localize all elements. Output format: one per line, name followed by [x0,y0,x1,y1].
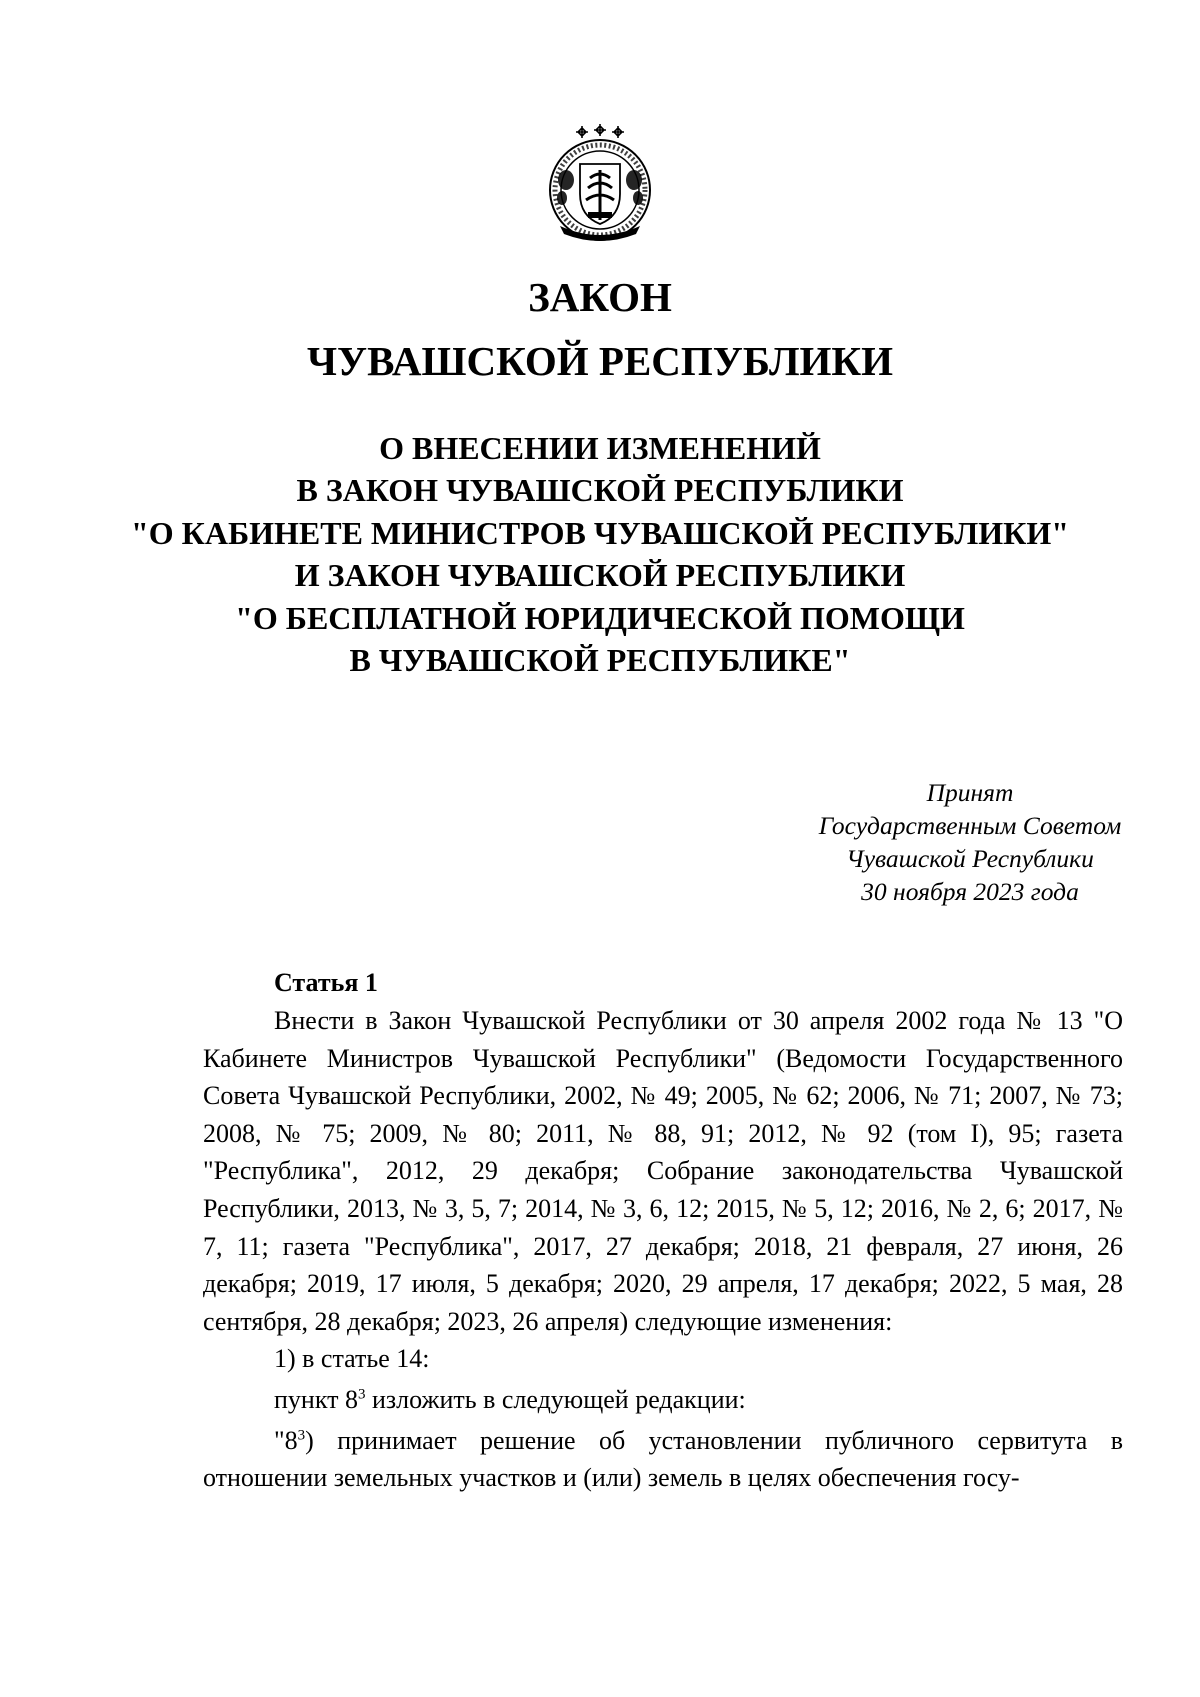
subtitle-line: "О БЕСПЛАТНОЙ ЮРИДИЧЕСКОЙ ПОМОЩИ [235,599,965,636]
adoption-date: 30 ноября 2023 года [861,877,1079,906]
subtitle-line: В ЗАКОН ЧУВАШСКОЙ РЕСПУБЛИКИ [296,472,904,509]
article-heading: Статья 1 [274,968,378,997]
quote-text: ) принимает решение об установлении публичного сервитута в отношении земельных участков и (или) земель в целях обеспечения госу- [203,1425,1123,1493]
document-title-republic: ЧУВАШСКОЙ РЕСПУБЛИКИ [306,338,894,384]
adoption-line: Государственным Советом [818,811,1122,840]
adoption-line: Чувашской Республики [846,844,1094,873]
amendment-item: 1) в статье 14: [274,1344,430,1374]
superscript: 3 [357,1386,366,1403]
subitem-text: изложить в следующей редакции: [365,1384,746,1414]
article-body [203,1002,1123,1497]
subtitle-line: В ЧУВАШСКОЙ РЕСПУБЛИКЕ" [349,642,851,679]
adoption-note [770,776,1170,908]
document-title: ЗАКОН [528,274,672,320]
document-subtitle [0,427,1200,681]
superscript: 3 [297,1426,306,1443]
adoption-line: Принят [926,778,1014,807]
quote-text: "8 [274,1425,298,1455]
coat-of-arms-icon [538,122,662,242]
subitem-text: пункт 8 [274,1384,358,1414]
subtitle-line: "О КАБИНЕТЕ МИНИСТРОВ ЧУВАШСКОЙ РЕСПУБЛИКИ" [130,514,1070,551]
subtitle-line: И ЗАКОН ЧУВАШСКОЙ РЕСПУБЛИКИ [294,557,906,594]
subtitle-line: О ВНЕСЕНИИ ИЗМЕНЕНИЙ [379,430,821,466]
amendment-subitem [203,1381,1123,1419]
quoted-provision [203,1422,1123,1497]
article-intro-paragraph: Внести в Закон Чувашской Республики от 30 апреля 2002 года № 13 "О Кабинете Министров Чувашской Республики" (Ведомости Государственного Совета Чувашской Республики, 2002, № 49; 2005, № 62; 2006, № 71; 2007, № 73; 2008, № 75; 2009, № 80; 2011, № 88, 91; 2012, № 92 (том I), 95; газета "Республика", 2012, 29 декабря; Собрание законодательства Чувашской Республики, 2013, № 3, 5, 7; 2014, № 3, 6, 12; 2015, № 5, 12; 2016, № 2, 6; 2017, № 7, 11; газета "Республика", 2017, 27 декабря; 2018, 21 февраля, 27 июня, 26 декабря; 2019, 17 июля, 5 декабря; 2020, 29 апреля, 17 декабря; 2022, 5 мая, 28 сентября, 28 декабря; 2023, 26 апреля) следующие изменения: [203,1006,1123,1336]
